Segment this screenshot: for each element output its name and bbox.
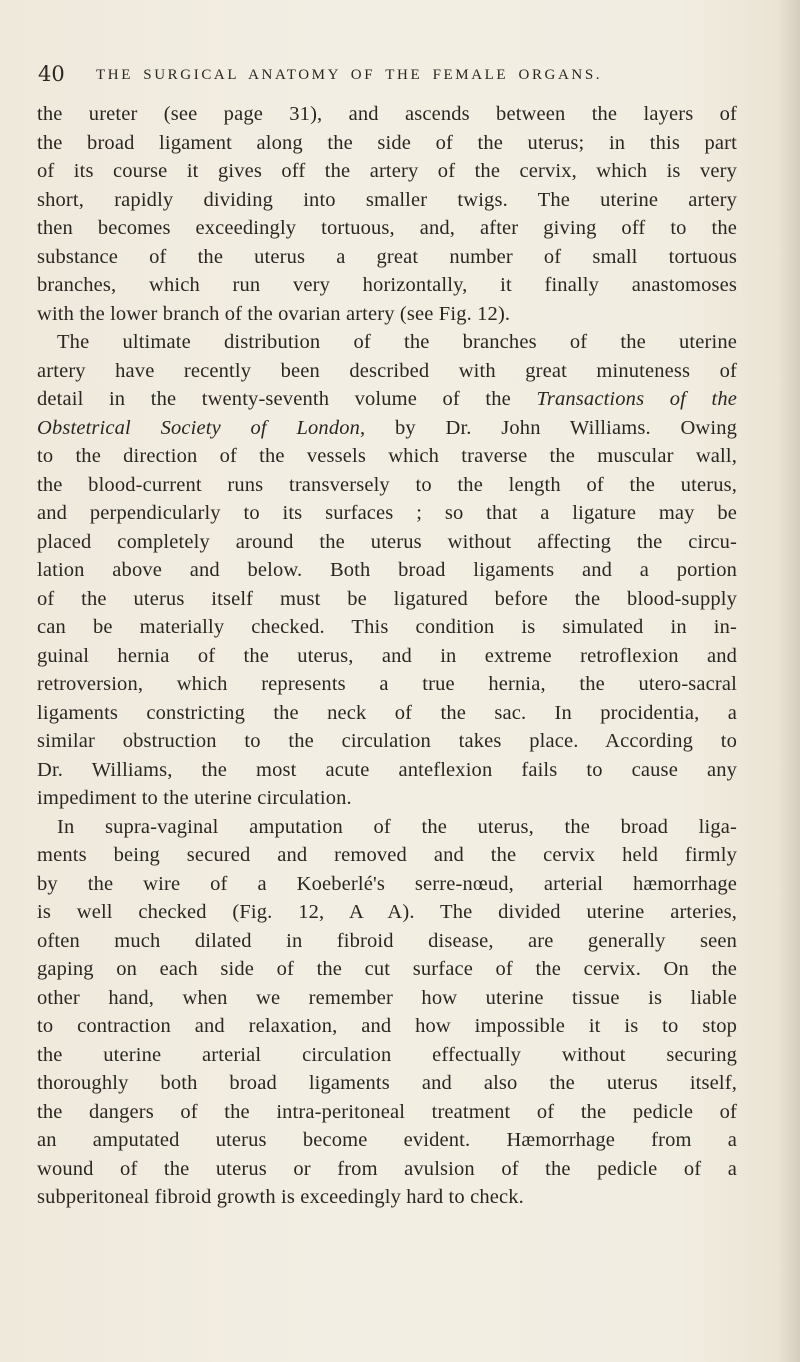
text-line: the ureter (see page 31), and ascends between the layers of <box>37 103 737 125</box>
page-number: 40 <box>38 62 65 86</box>
text-line: then becomes exceedingly tortuous, and, after giving off to the <box>37 217 737 239</box>
text-line: of the uterus itself must be ligatured before the blood-supply <box>37 587 737 610</box>
text-line: substance of the uterus a great number of small tortuous <box>37 245 737 268</box>
text-line: guinal hernia of the uterus, and in extreme retroflexion and <box>37 644 737 667</box>
text-line: the dangers of the intra-peritoneal treatment of the pedicle of <box>37 1100 737 1123</box>
text-line: wound of the uterus or from avulsion of the pedicle of a <box>37 1157 737 1180</box>
page-edge-shadow <box>778 0 800 1362</box>
text-line: ligaments constricting the neck of the sac. In procidentia, a <box>37 701 737 724</box>
text-line: ments being secured and removed and the cervix held firmly <box>37 844 737 866</box>
text-line: Obstetrical Society of London, by Dr. John Williams. Owing <box>37 416 737 439</box>
text-line: other hand, when we remember how uterine tissue is liable <box>37 986 737 1009</box>
page-header <box>38 62 738 86</box>
text-line: lation above and below. Both broad ligaments and a portion <box>37 559 737 581</box>
text-line: retroversion, which represents a true hernia, the utero-sacral <box>37 673 737 695</box>
text-line: In supra-vaginal amputation of the uterus, the broad liga- <box>57 815 737 838</box>
text-line: The ultimate distribution of the branches of the uterine <box>57 331 737 353</box>
text-line: similar obstruction to the circulation takes place. According to <box>37 730 737 752</box>
body-text <box>37 100 737 1212</box>
text-line: thoroughly both broad ligaments and also the uterus itself, <box>37 1072 737 1094</box>
text-line: by the wire of a Koeberlé's serre-nœud, arterial hæmorrhage <box>37 872 737 895</box>
text-line: gaping on each side of the cut surface of the cervix. On the <box>37 958 737 980</box>
text-line: can be materially checked. This condition is simulated in in- <box>37 616 737 638</box>
text-line: short, rapidly dividing into smaller twigs. The uterine artery <box>37 188 737 211</box>
running-title: THE SURGICAL ANATOMY OF THE FEMALE ORGANS. <box>96 67 603 83</box>
text-line: the blood-current runs transversely to the length of the uterus, <box>37 473 737 496</box>
text-line: the broad ligament along the side of the uterus; in this part <box>37 131 737 154</box>
text-line: often much dilated in fibroid disease, are generally seen <box>37 929 737 952</box>
text-line: artery have recently been described with great minuteness of <box>37 359 737 382</box>
text-line: to the direction of the vessels which traverse the muscular wall, <box>37 445 737 467</box>
text-line: detail in the twenty-seventh volume of the Transactions of the <box>37 388 737 410</box>
text-line: and perpendicularly to its surfaces ; so that a ligature may be <box>37 502 737 524</box>
text-line: subperitoneal fibroid growth is exceedingly hard to check. <box>37 1186 524 1208</box>
text-line: impediment to the uterine circulation. <box>37 787 352 809</box>
text-line: to contraction and relaxation, and how impossible it is to stop <box>37 1015 737 1037</box>
text-line: is well checked (Fig. 12, A A). The divided uterine arteries, <box>37 901 737 923</box>
text-line: the uterine arterial circulation effectually without securing <box>37 1043 737 1066</box>
text-line: placed completely around the uterus without affecting the circu- <box>37 530 737 553</box>
text-line: Dr. Williams, the most acute anteflexion fails to cause any <box>37 758 737 781</box>
text-line: of its course it gives off the artery of the cervix, which is very <box>37 160 737 182</box>
text-line: an amputated uterus become evident. Hæmorrhage from a <box>37 1129 737 1151</box>
text-line: with the lower branch of the ovarian artery (see Fig. 12). <box>37 302 511 325</box>
text-line: branches, which run very horizontally, it finally anastomoses <box>37 274 737 296</box>
